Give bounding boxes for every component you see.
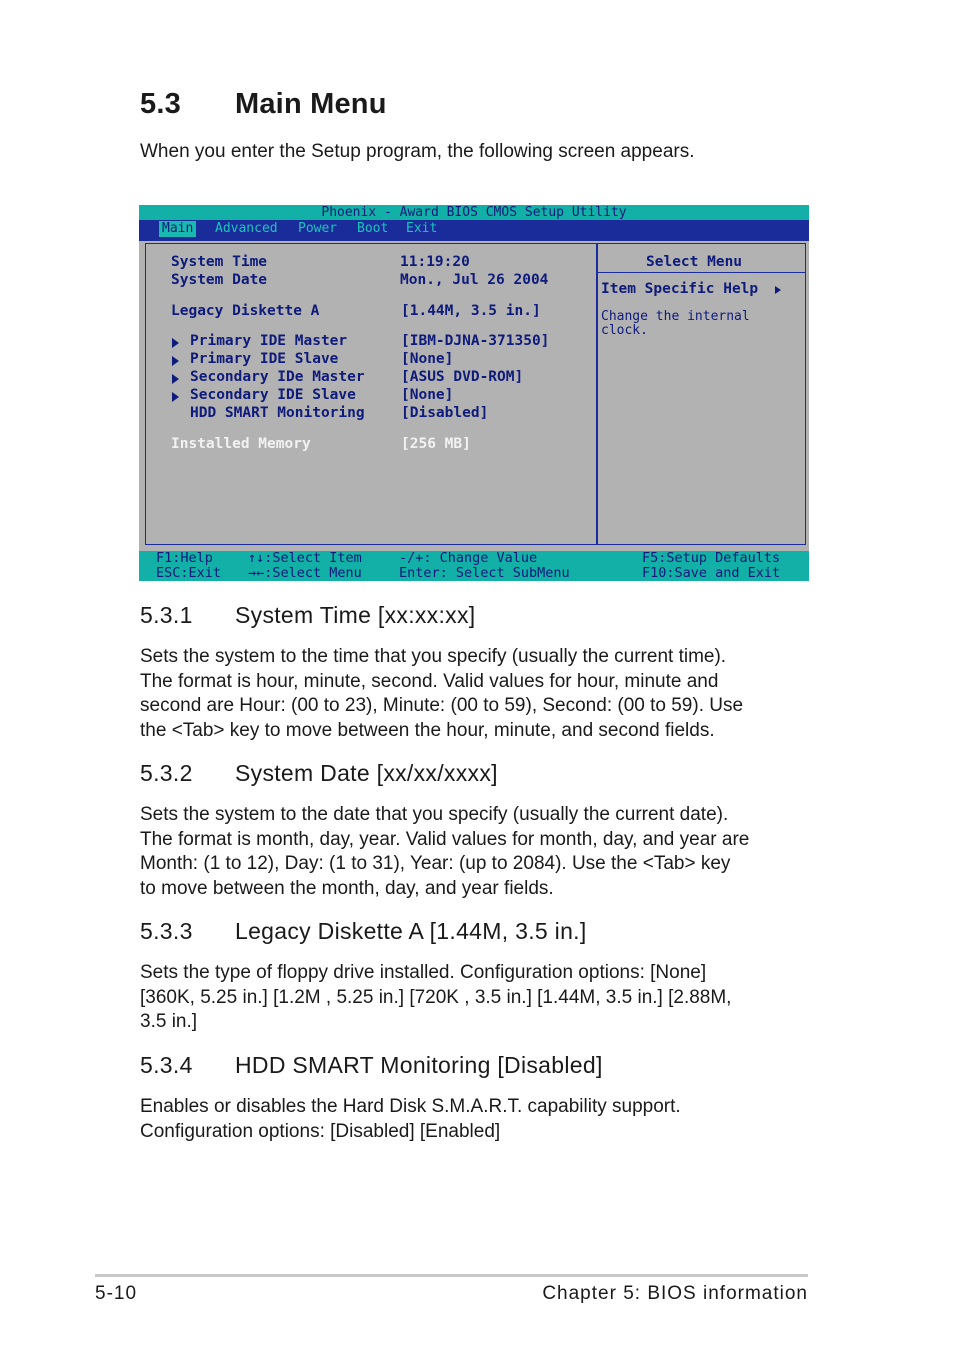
- menu-advanced[interactable]: Advanced: [215, 221, 278, 236]
- text-line: Sets the type of floppy drive installed. Configuration options: [None]: [140, 962, 707, 983]
- subsection-title: System Time [xx:xx:xx]: [235, 602, 476, 628]
- item-hdd-smart-value[interactable]: [Disabled]: [401, 405, 489, 421]
- text-line: Sets the system to the date that you specify (usually the current date).: [140, 804, 729, 825]
- subsection-number: 5.3.1: [140, 602, 193, 628]
- text-line: second are Hour: (00 to 23), Minute: (00 to 59), Second: (00 to 59). Use: [140, 695, 744, 716]
- item-secondary-ide-master-label[interactable]: Secondary IDe Master: [190, 369, 365, 385]
- text-line: The format is month, day, year. Valid values for month, day, and year are: [140, 828, 750, 850]
- item-primary-ide-master-value[interactable]: [IBM-DJNA-371350]: [401, 333, 550, 349]
- subsection-heading-hdd-smart: [140, 1052, 603, 1079]
- text-line: 3.5 in.]: [140, 1011, 198, 1032]
- help-text-line1: Change the internal: [601, 309, 750, 324]
- item-system-time-value[interactable]: 11:19:20: [400, 254, 470, 270]
- item-secondary-ide-master-value[interactable]: [ASUS DVD-ROM]: [401, 369, 524, 385]
- menu-exit[interactable]: Exit: [406, 221, 438, 236]
- footer-select-item: ↑↓:Select Item: [248, 550, 362, 566]
- legacy-diskette-description: [140, 961, 820, 1035]
- item-installed-memory-label: Installed Memory: [171, 436, 311, 452]
- text-line: Sets the system to the time that you specify (usually the current time).: [140, 646, 727, 667]
- bios-footer: [139, 551, 809, 581]
- submenu-arrow-icon: [172, 356, 179, 366]
- submenu-arrow-icon: [172, 374, 179, 384]
- footer-f10-save: F10:Save and Exit: [642, 565, 781, 581]
- subsection-number: 5.3.4: [140, 1052, 193, 1078]
- help-header: Select Menu: [646, 254, 743, 270]
- text-line: The format is hour, minute, second. Valid values for hour, minute and: [140, 670, 719, 692]
- section-number: 5.3: [140, 88, 181, 120]
- item-legacy-diskette-label[interactable]: Legacy Diskette A: [171, 303, 320, 319]
- menu-main[interactable]: Main: [159, 221, 196, 237]
- text-line: to move between the month, day, and year fields.: [140, 877, 554, 899]
- text-line: Month: (1 to 12), Day: (1 to 31), Year: (up to 2084). Use the <Tab> key: [140, 853, 731, 874]
- footer-f5-defaults: F5:Setup Defaults: [642, 550, 781, 566]
- text-line: the <Tab> key to move between the hour, minute, and second fields.: [140, 719, 715, 741]
- intro-text: When you enter the Setup program, the following screen appears.: [140, 141, 695, 162]
- system-date-description: [140, 803, 820, 901]
- item-system-date-value[interactable]: Mon., Jul 26 2004: [400, 272, 549, 288]
- help-subheader: Item Specific Help: [601, 281, 759, 297]
- section-title: Main Menu: [235, 88, 387, 120]
- subsection-heading-system-time: [140, 602, 475, 629]
- item-secondary-ide-slave-label[interactable]: Secondary IDE Slave: [190, 387, 356, 403]
- bios-body: [139, 241, 809, 551]
- subsection-title: HDD SMART Monitoring [Disabled]: [235, 1052, 603, 1078]
- menu-power[interactable]: Power: [298, 221, 338, 236]
- submenu-arrow-icon: [172, 392, 179, 402]
- subsection-number: 5.3.2: [140, 760, 193, 786]
- bios-screen: [139, 205, 809, 581]
- footer-rule: [95, 1274, 808, 1277]
- subsection-title: System Date [xx/xx/xxxx]: [235, 760, 498, 786]
- footer-select-menu: →←:Select Menu: [248, 565, 362, 581]
- item-legacy-diskette-value[interactable]: [1.44M, 3.5 in.]: [401, 303, 541, 319]
- bios-menubar: [139, 220, 809, 241]
- item-system-date-label[interactable]: System Date: [171, 272, 268, 288]
- footer-change-value: -/+: Change Value: [399, 550, 538, 566]
- menu-boot[interactable]: Boot: [357, 221, 389, 236]
- item-secondary-ide-slave-value[interactable]: [None]: [401, 387, 454, 403]
- item-system-time-label[interactable]: System Time: [171, 254, 268, 270]
- help-divider: [598, 272, 805, 273]
- text-line: Enables or disables the Hard Disk S.M.A.R.T. capability support.: [140, 1096, 681, 1117]
- bios-title: Phoenix - Award BIOS CMOS Setup Utility: [139, 205, 809, 220]
- subsection-heading-legacy-diskette: [140, 918, 587, 945]
- item-installed-memory-value: [256 MB]: [401, 436, 471, 452]
- item-primary-ide-slave-value[interactable]: [None]: [401, 351, 454, 367]
- chapter-title: Chapter 5: BIOS information: [542, 1283, 808, 1304]
- submenu-arrow-icon: [172, 338, 179, 348]
- footer-enter-submenu: Enter: Select SubMenu: [399, 565, 570, 581]
- subsection-number: 5.3.3: [140, 918, 193, 944]
- item-primary-ide-slave-label[interactable]: Primary IDE Slave: [190, 351, 339, 367]
- item-hdd-smart-label[interactable]: HDD SMART Monitoring: [190, 405, 365, 421]
- hdd-smart-description: [140, 1095, 820, 1144]
- footer-f1-help: F1:Help: [156, 550, 213, 566]
- system-time-description: [140, 645, 820, 743]
- help-arrow-icon: [775, 286, 781, 294]
- footer-esc-exit: ESC:Exit: [156, 565, 222, 581]
- help-text-line2: clock.: [601, 323, 648, 338]
- subsection-title: Legacy Diskette A [1.44M, 3.5 in.]: [235, 918, 587, 944]
- subsection-heading-system-date: [140, 760, 498, 787]
- text-line: [360K, 5.25 in.] [1.2M , 5.25 in.] [720K , 3.5 in.] [1.44M, 3.5 in.] [2.88M,: [140, 986, 732, 1008]
- text-line: Configuration options: [Disabled] [Enabled]: [140, 1120, 501, 1142]
- page-number: 5-10: [95, 1283, 138, 1304]
- item-primary-ide-master-label[interactable]: Primary IDE Master: [190, 333, 348, 349]
- section-heading: [140, 88, 387, 121]
